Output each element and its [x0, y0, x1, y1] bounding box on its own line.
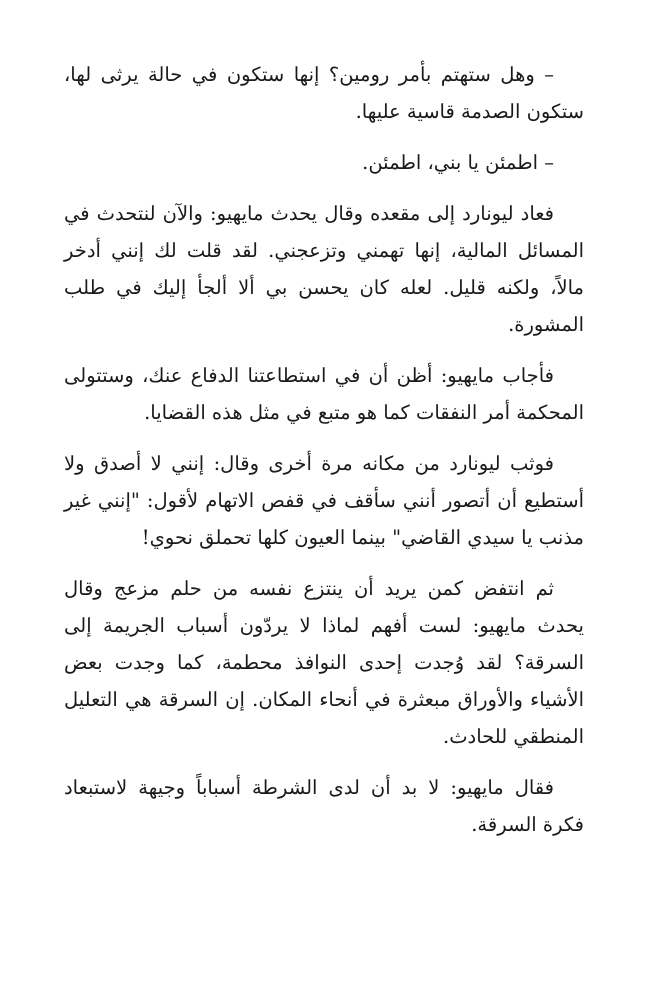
body-paragraph-7: فقال مايهيو: لا بد أن لدى الشرطة أسباباً وجيهة لاستبعاد فكرة السرقة. [64, 776, 584, 836]
dialogue-paragraph-1: – وهل ستهتم بأمر رومين؟ إنها ستكون في حالة يرثى لها، ستكون الصدمة قاسية عليها. [64, 63, 584, 123]
body-paragraph-4: فأجاب مايهيو: أظن أن في استطاعتنا الدفاع عنك، وستتولى المحكمة أمر النفقات كما هو متبع في مثل هذه القضايا. [64, 364, 584, 424]
body-paragraph-6: ثم انتفض كمن يريد أن ينتزع نفسه من حلم مزعج وقال يحدث مايهيو: لست أفهم لماذا لا يردّون أسباب الجريمة إلى السرقة؟ لقد وُجدت إحدى النوافذ محطمة، كما وجدت بعض الأشياء والأوراق مبعثرة في أنحاء المكان. إن السرقة هي التعليل المنطقي للحادث. [64, 577, 584, 748]
book-page [64, 56, 584, 857]
body-paragraph-5: فوثب ليونارد من مكانه مرة أخرى وقال: إنني لا أصدق ولا أستطيع أن أتصور أنني سأقف في قفص الاتهام لأقول: "إنني غير مذنب يا سيدي القاضي" بينما العيون كلها تحملق نحوي! [64, 452, 584, 549]
dialogue-paragraph-2: – اطمئن يا بني، اطمئن. [362, 151, 554, 174]
body-paragraph-3: فعاد ليونارد إلى مقعده وقال يحدث مايهيو: والآن لنتحدث في المسائل المالية، إنها تهمني وتزعجني. لقد قلت لك إنني أدخر مالاً، ولكنه قليل. لعله كان يحسن بي ألا ألجأ إليك في طلب المشورة. [64, 202, 584, 336]
